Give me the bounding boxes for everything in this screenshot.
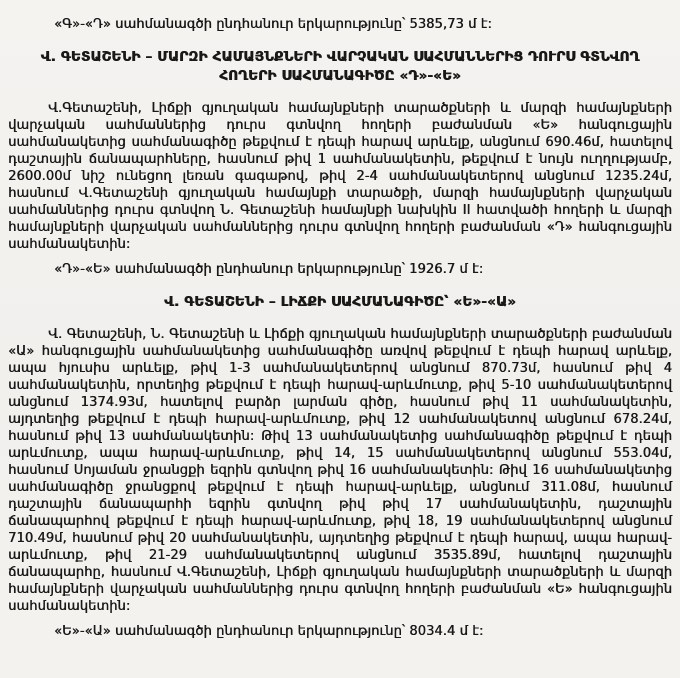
boundary-length-e-a: «Ե»-«Ա» սահմանագծի ընդհանուր երկարությունը՝ 8034.4 մ է: bbox=[54, 624, 484, 639]
section-heading-d-e-line2: ՀՈՂԵՐԻ ՍԱՀՄԱՆԱԳԻԾԸ «Դ»-«Ե» bbox=[219, 68, 461, 84]
section-heading-e-a bbox=[8, 293, 672, 312]
spacer bbox=[8, 615, 672, 623]
section-heading-d-e-line1: Վ. ԳԵՏԱՇԵՆԻ – ՄԱՐԶԻ ՀԱՄԱՅՆՔՆԵՐԻ ՎԱՐՉԱԿԱՆ ՍԱՀՄԱՆՆԵՐԻՑ ԴՈՒՐՍ ԳՏՆՎՈՂ bbox=[40, 49, 640, 65]
boundary-description-e-a: Վ. Գետաշենի, Ն. Գետաշենի և Լիճքի գյուղական համայնքների տարածքների բաժանման «Ա» հանգուցային սահմանակետից սահմանագիծը առվով թեքվում է դեպի հարավ արևելք, ապա հյուսիս արևելք, թիվ 1-3 սահմանակետերով անցնում 870.73մ, հասնում թիվ 4 սահմանակետին, որտեղից թեքվում է դեպի հարավ-արևմուտք, թիվ 5-10 սահմանակետերով անցնում 1374.93մ, հատելով բարձր լարման գիծը, հասնում թիվ 11 սահմանակետին, այդտեղից թեքվում է դեպի հարավ-արևմուտք, թիվ 12 սահմանակետով անցնում 678.24մ, հասնում թիվ 13 սահմանակետին: Թիվ 13 սահմանակետից սահմանագիծը թեքվում է դեպի արևմուտք, ապա հարավ-արևմուտք, թիվ 14, 15 սահմանակետերով անցնում 553.04մ, հասնում Սոյաման ջրանցքի եզրին գտնվող թիվ 16 սահմանակետին: Թիվ 16 սահմանակետից սահմանագիծը ջրանցքով թեքվում է դեպի հարավ-արևելք, անցնում 311.08մ, հասնում դաշտային ճանապարհի եզրին գտնվող թիվ թիվ 17 սահմանակետին, դաշտային ճանապարհով թեքվում է դեպի հարավ-արևմուտք, թիվ 18, 19 սահմանակետերով անցնում 710.49մ, հասնում թիվ 20 սահմանակետին, այդտեղից թեքվում է դեպի հարավ, ապա հարավ-արևմուտք, թիվ 21-29 սահմանակետերով անցնում 3535.89մ, հատելով դաշտային ճանապարհը, հասնում Վ.Գետաշենի, Լիճքի գյուղական համայնքների տարածքների և մարզի համայնքների վարչական սահմաններից դուրս գտնվող հողերի բաժանման «Ե» հանգուցային սահմանակետին: bbox=[8, 327, 672, 614]
section-heading-d-e bbox=[8, 48, 672, 86]
boundary-length-d-e: «Դ»-«Ե» սահմանագծի ընդհանուր երկարությունը՝ 1926.7 մ է: bbox=[54, 262, 484, 277]
boundary-description-d-e: Վ.Գետաշենի, Լիճքի գյուղական համայնքների տարածքների և մարզի համայնքների վարչական սահմաններից դուրս գտնվող հողերի բաժանման «Ե» հանգուցային սահմանակետից սահմանագիծը թեքվում է դեպի հարավ արևելք, անցնում 690.46մ, հատելով դաշտային ճանապարհները, հասնում թիվ 1 սահմանակետին, թեքվում է նույն ուղղությամբ, 2600.00մ նիշ ունեցող լեռան գագաթով, թիվ 2-4 սահմանակետերով անցնում 1235.24մ, հասնում Վ.Գետաշենի գյուղական համայնքի տարածքի, մարզի համայնքների վարչական սահմաններից դուրս գտնվող Ն. Գետաշենի համայնքի նախկին II հատվածի հողերի և մարզի համայնքների վարչական սահմաններից դուրս գտնվող հողերի բաժանման «Դ» հանգուցային սահմանակետին: bbox=[8, 101, 672, 252]
boundary-length-g-d: «Գ»-«Դ» սահմանագծի ընդհանուր երկարությունը՝ 5385,73 մ է: bbox=[54, 17, 492, 32]
section-heading-e-a-line1: Վ. ԳԵՏԱՇԵՆԻ – ԼԻՃՔԻ ՍԱՀՄԱՆԱԳԻԾԸ՝ «Ե»-«Ա» bbox=[164, 294, 516, 310]
spacer bbox=[8, 253, 672, 261]
